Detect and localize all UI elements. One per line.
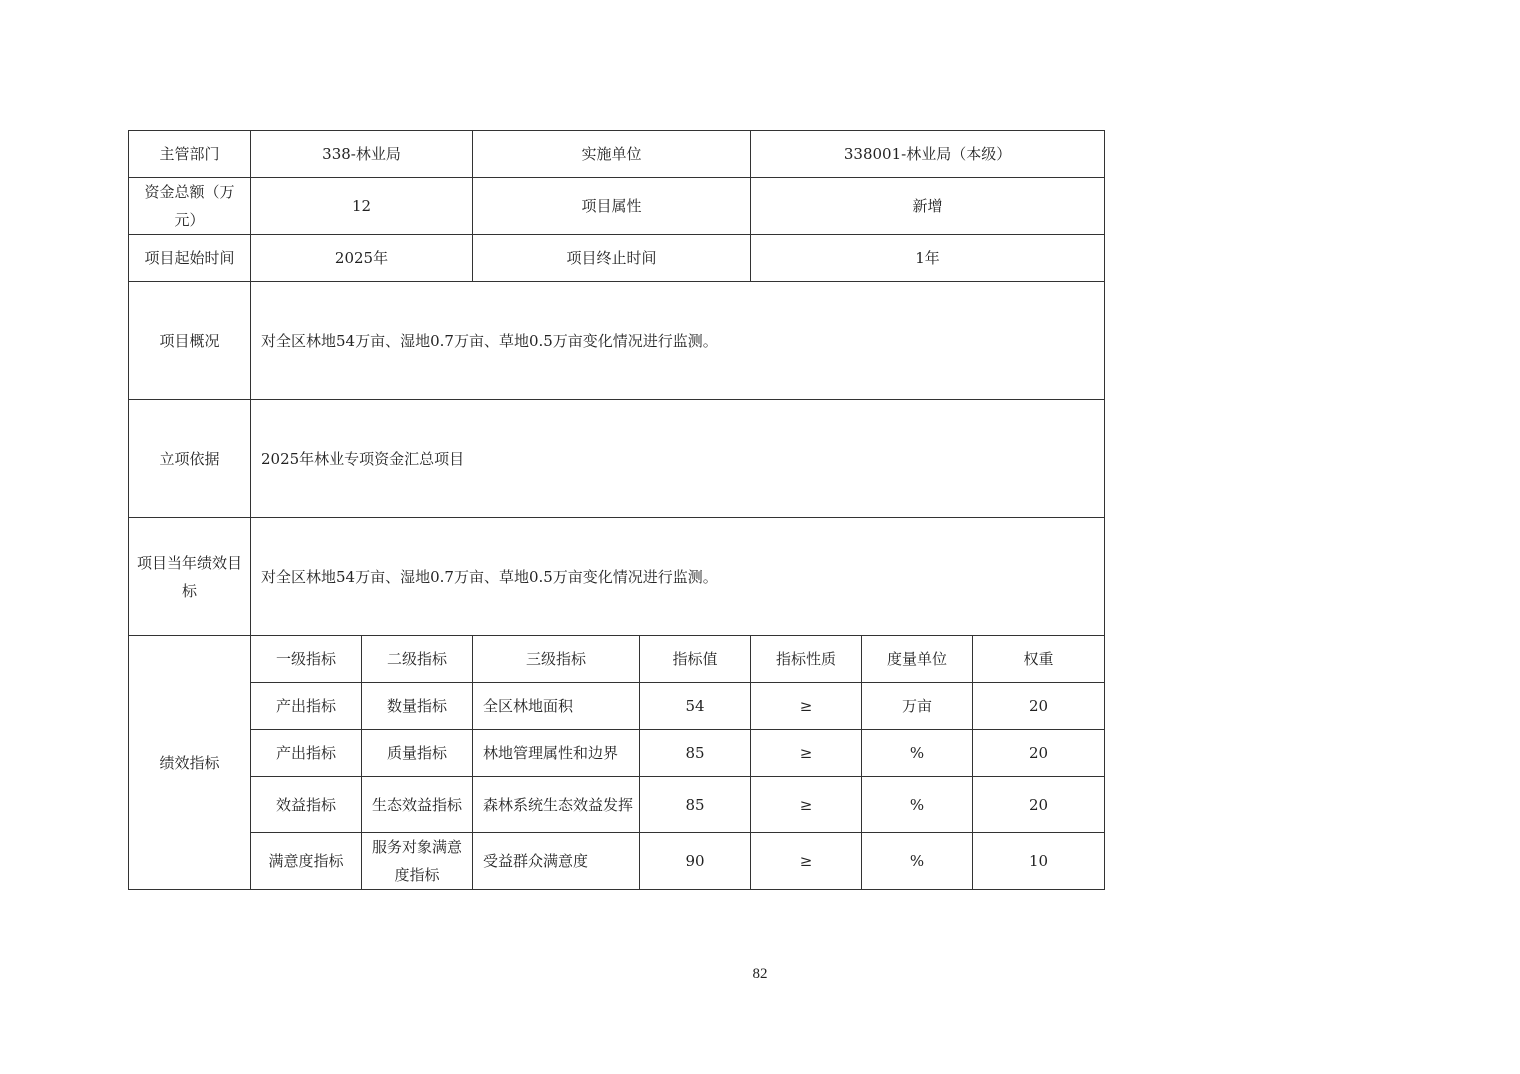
indicator-header: 三级指标 <box>473 636 640 683</box>
indicator-header: 度量单位 <box>862 636 973 683</box>
page-number: 82 <box>752 966 768 982</box>
level1-cell: 效益指标 <box>251 777 362 833</box>
goal-label: 项目当年绩效目标 <box>129 518 251 636</box>
basis-text: 2025年林业专项资金汇总项目 <box>251 400 1105 518</box>
weight-cell: 20 <box>973 683 1105 730</box>
nature-cell: ≥ <box>751 777 862 833</box>
unit-cell: % <box>862 730 973 777</box>
attr-value: 新增 <box>751 178 1105 235</box>
basis-label: 立项依据 <box>129 400 251 518</box>
indicator-header: 指标值 <box>640 636 751 683</box>
row-overview <box>129 282 1105 400</box>
attr-label: 项目属性 <box>473 178 751 235</box>
overview-label: 项目概况 <box>129 282 251 400</box>
table-row <box>129 833 1105 890</box>
level2-cell: 质量指标 <box>362 730 473 777</box>
level2-cell: 生态效益指标 <box>362 777 473 833</box>
unit-label: 实施单位 <box>473 131 751 178</box>
value-cell: 90 <box>640 833 751 890</box>
fund-value: 12 <box>251 178 473 235</box>
overview-text: 对全区林地54万亩、湿地0.7万亩、草地0.5万亩变化情况进行监测。 <box>251 282 1105 400</box>
row-period <box>129 235 1105 282</box>
weight-cell: 10 <box>973 833 1105 890</box>
level3-cell: 受益群众满意度 <box>473 833 640 890</box>
indicator-header: 指标性质 <box>751 636 862 683</box>
unit-cell: % <box>862 833 973 890</box>
nature-cell: ≥ <box>751 730 862 777</box>
end-label: 项目终止时间 <box>473 235 751 282</box>
unit-value: 338001-林业局（本级） <box>751 131 1105 178</box>
fund-label: 资金总额（万元） <box>129 178 251 235</box>
level3-cell: 森林系统生态效益发挥 <box>473 777 640 833</box>
level1-cell: 产出指标 <box>251 683 362 730</box>
indicator-header: 权重 <box>973 636 1105 683</box>
indicators-label: 绩效指标 <box>129 636 251 890</box>
nature-cell: ≥ <box>751 683 862 730</box>
unit-cell: % <box>862 777 973 833</box>
table-row <box>129 777 1105 833</box>
level2-cell: 数量指标 <box>362 683 473 730</box>
project-performance-table <box>128 130 1105 890</box>
dept-label: 主管部门 <box>129 131 251 178</box>
weight-cell: 20 <box>973 730 1105 777</box>
table-row <box>129 683 1105 730</box>
value-cell: 54 <box>640 683 751 730</box>
indicator-header: 二级指标 <box>362 636 473 683</box>
table-row <box>129 730 1105 777</box>
indicator-header: 一级指标 <box>251 636 362 683</box>
row-goal <box>129 518 1105 636</box>
nature-cell: ≥ <box>751 833 862 890</box>
row-department <box>129 131 1105 178</box>
start-value: 2025年 <box>251 235 473 282</box>
level3-cell: 全区林地面积 <box>473 683 640 730</box>
row-fund <box>129 178 1105 235</box>
level1-cell: 产出指标 <box>251 730 362 777</box>
level2-cell: 服务对象满意度指标 <box>362 833 473 890</box>
end-value: 1年 <box>751 235 1105 282</box>
level3-cell: 林地管理属性和边界 <box>473 730 640 777</box>
indicator-header-row <box>129 636 1105 683</box>
goal-text: 对全区林地54万亩、湿地0.7万亩、草地0.5万亩变化情况进行监测。 <box>251 518 1105 636</box>
level1-cell: 满意度指标 <box>251 833 362 890</box>
row-basis <box>129 400 1105 518</box>
value-cell: 85 <box>640 730 751 777</box>
weight-cell: 20 <box>973 777 1105 833</box>
dept-value: 338-林业局 <box>251 131 473 178</box>
value-cell: 85 <box>640 777 751 833</box>
unit-cell: 万亩 <box>862 683 973 730</box>
start-label: 项目起始时间 <box>129 235 251 282</box>
